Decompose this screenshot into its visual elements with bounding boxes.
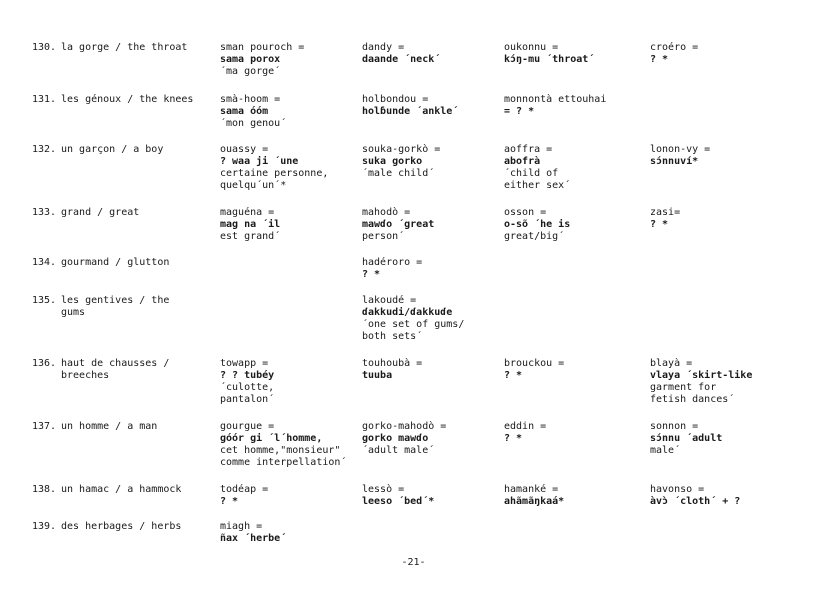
source-form: lakoudé = [362,295,417,306]
source-form: monnontà ettouhai [504,94,607,105]
meaning-line: ´adult male´ [362,445,435,456]
entry-number: 137. [32,421,57,432]
reconstructed-form: abofrà [504,156,541,167]
source-form: sman pouroch = [220,42,305,53]
meaning-line: great/big´ [504,231,565,242]
entry-cell [362,42,502,66]
entry-cell [362,358,502,382]
entry-number: 131. [32,94,57,105]
source-form: hadéroro = [362,257,423,268]
entry-cell [504,484,644,508]
entry-number: 136. [32,358,57,369]
source-form: touhoubà = [362,358,423,369]
entry-number: 139. [32,521,57,532]
meaning-line: ´one set of gums/ [362,319,465,330]
meaning-line: comme interpellation´ [220,457,347,468]
meaning-line: ´child of [504,168,559,179]
entry-gloss: un garçon / a boy [61,144,164,155]
entry-gloss: gourmand / glutton [61,257,170,268]
entry-cell [650,484,790,508]
source-form: eddin = [504,421,547,432]
entry-gloss: un homme / a man [61,421,158,432]
source-form: gourgue = [220,421,275,432]
meaning-line: cet homme,"monsieur" [220,445,341,456]
reconstructed-form: suka gorko [362,156,423,167]
entry-number: 132. [32,144,57,155]
meaning-line: person´ [362,231,405,242]
reconstructed-form: ɗakkudi/ɗakkuɗe [362,307,453,318]
reconstructed-form: sama óóm [220,106,269,117]
reconstructed-form: góór gi ´l´homme, [220,433,323,444]
source-form: lessò = [362,484,405,495]
reconstructed-form: mawɗo ´great [362,219,435,230]
reconstructed-form: holɓunde ´ankle´ [362,106,459,117]
meaning-line: pantalon´ [220,394,275,405]
reconstructed-form: ? * [220,496,239,507]
source-form: holbondou = [362,94,429,105]
entry-cell [362,94,502,118]
page-number: -21- [401,557,426,568]
reconstructed-form: leeso ´bed´* [362,496,435,507]
reconstructed-form: ? * [650,54,669,65]
source-form: osson = [504,207,547,218]
entry-number: 134. [32,257,57,268]
source-form: maguéna = [220,207,275,218]
entry-cell [362,207,502,243]
entry-gloss: grand / great [61,207,140,218]
entry-cell [650,144,790,168]
source-form: croéro = [650,42,699,53]
meaning-line: ´mon genou´ [220,118,287,129]
entry-cell [650,207,790,231]
reconstructed-form: tuuba [362,370,393,381]
entry-cell [504,42,644,66]
meaning-line: certaine personne, [220,168,329,179]
source-form: souka-gorkò = [362,144,441,155]
reconstructed-form: ? * [504,433,523,444]
reconstructed-form: sɔ́nnu ´adult [650,433,723,444]
source-form: todéap = [220,484,269,495]
reconstructed-form: vlaya ´skirt-like [650,370,753,381]
entry-gloss: la gorge / the throat [61,42,188,53]
source-form: blayà = [650,358,693,369]
meaning-line: ´culotte, [220,382,275,393]
reconstructed-form: kɔ́ŋ-mu ´throat´ [504,54,595,65]
entry-number: 135. [32,295,57,306]
reconstructed-form: mag na ´il [220,219,281,230]
source-form: mahodò = [362,207,411,218]
entry-cell [220,521,360,545]
meaning-line: male´ [650,445,681,456]
source-form: smà-hoom = [220,94,281,105]
entry-cell [504,94,644,118]
source-form: dandy = [362,42,405,53]
entry-cell [650,358,790,406]
reconstructed-form: ñax ´herbe´ [220,533,287,544]
entry-cell [504,358,644,382]
entry-number: 138. [32,484,57,495]
meaning-line: garment for [650,382,717,393]
source-form: brouckou = [504,358,565,369]
meaning-line: quelqu´un´* [220,180,287,191]
entry-cell [362,144,502,180]
reconstructed-form: = ? * [504,106,535,117]
meaning-line: both sets´ [362,331,423,342]
entry-cell [220,358,360,406]
reconstructed-form: ? * [504,370,523,381]
meaning-line: est grand´ [220,231,281,242]
source-form: towapp = [220,358,269,369]
entry-cell [650,421,790,457]
entry-gloss: un hamac / a hammock [61,484,182,495]
source-form: gorko-mahodò = [362,421,447,432]
reconstructed-form: ? * [362,269,381,280]
meaning-line: either sex´ [504,180,571,191]
meaning-line: fetish dances´ [650,394,735,405]
entry-gloss: des herbages / herbs [61,521,182,532]
entry-cell [504,421,644,445]
entry-cell [220,42,360,78]
source-form: aoffra = [504,144,553,155]
entry-number: 133. [32,207,57,218]
source-form: havonso = [650,484,705,495]
meaning-line: ´ma gorge´ [220,66,281,77]
entry-gloss: haut de chausses / breeches [61,358,170,381]
source-form: miagh = [220,521,263,532]
source-form: zasi= [650,207,681,218]
reconstructed-form: ? ? tubéy [220,370,275,381]
entry-cell [504,144,644,192]
source-form: hamanké = [504,484,559,495]
entry-cell [362,484,502,508]
reconstructed-form: ? * [650,219,669,230]
entry-cell [220,421,360,469]
entry-cell [362,257,502,281]
entry-gloss: les génoux / the knees [61,94,194,105]
entry-cell [362,295,502,343]
reconstructed-form: sama porox [220,54,281,65]
meaning-line: ´male child´ [362,168,435,179]
entry-cell [220,207,360,243]
source-form: lonon-vy = [650,144,711,155]
source-form: oukonnu = [504,42,559,53]
reconstructed-form: gorko mawɗo [362,433,429,444]
entry-cell [220,144,360,192]
reconstructed-form: ? waa ji ´une [220,156,299,167]
reconstructed-form: àvɔ̀ ´cloth´ + ? [650,496,741,507]
entry-cell [220,94,360,130]
reconstructed-form: sɔ́nnuví* [650,156,699,167]
entry-cell [650,42,790,66]
entry-cell [362,421,502,457]
reconstructed-form: ahãmãŋkaá* [504,496,565,507]
reconstructed-form: daande ´neck´ [362,54,441,65]
entry-cell [504,207,644,243]
entry-cell [220,484,360,508]
source-form: sonnon = [650,421,699,432]
entry-number: 130. [32,42,57,53]
reconstructed-form: o-sõ ´he is [504,219,571,230]
entry-gloss: les gentives / the gums [61,295,170,318]
source-form: ouassy = [220,144,269,155]
